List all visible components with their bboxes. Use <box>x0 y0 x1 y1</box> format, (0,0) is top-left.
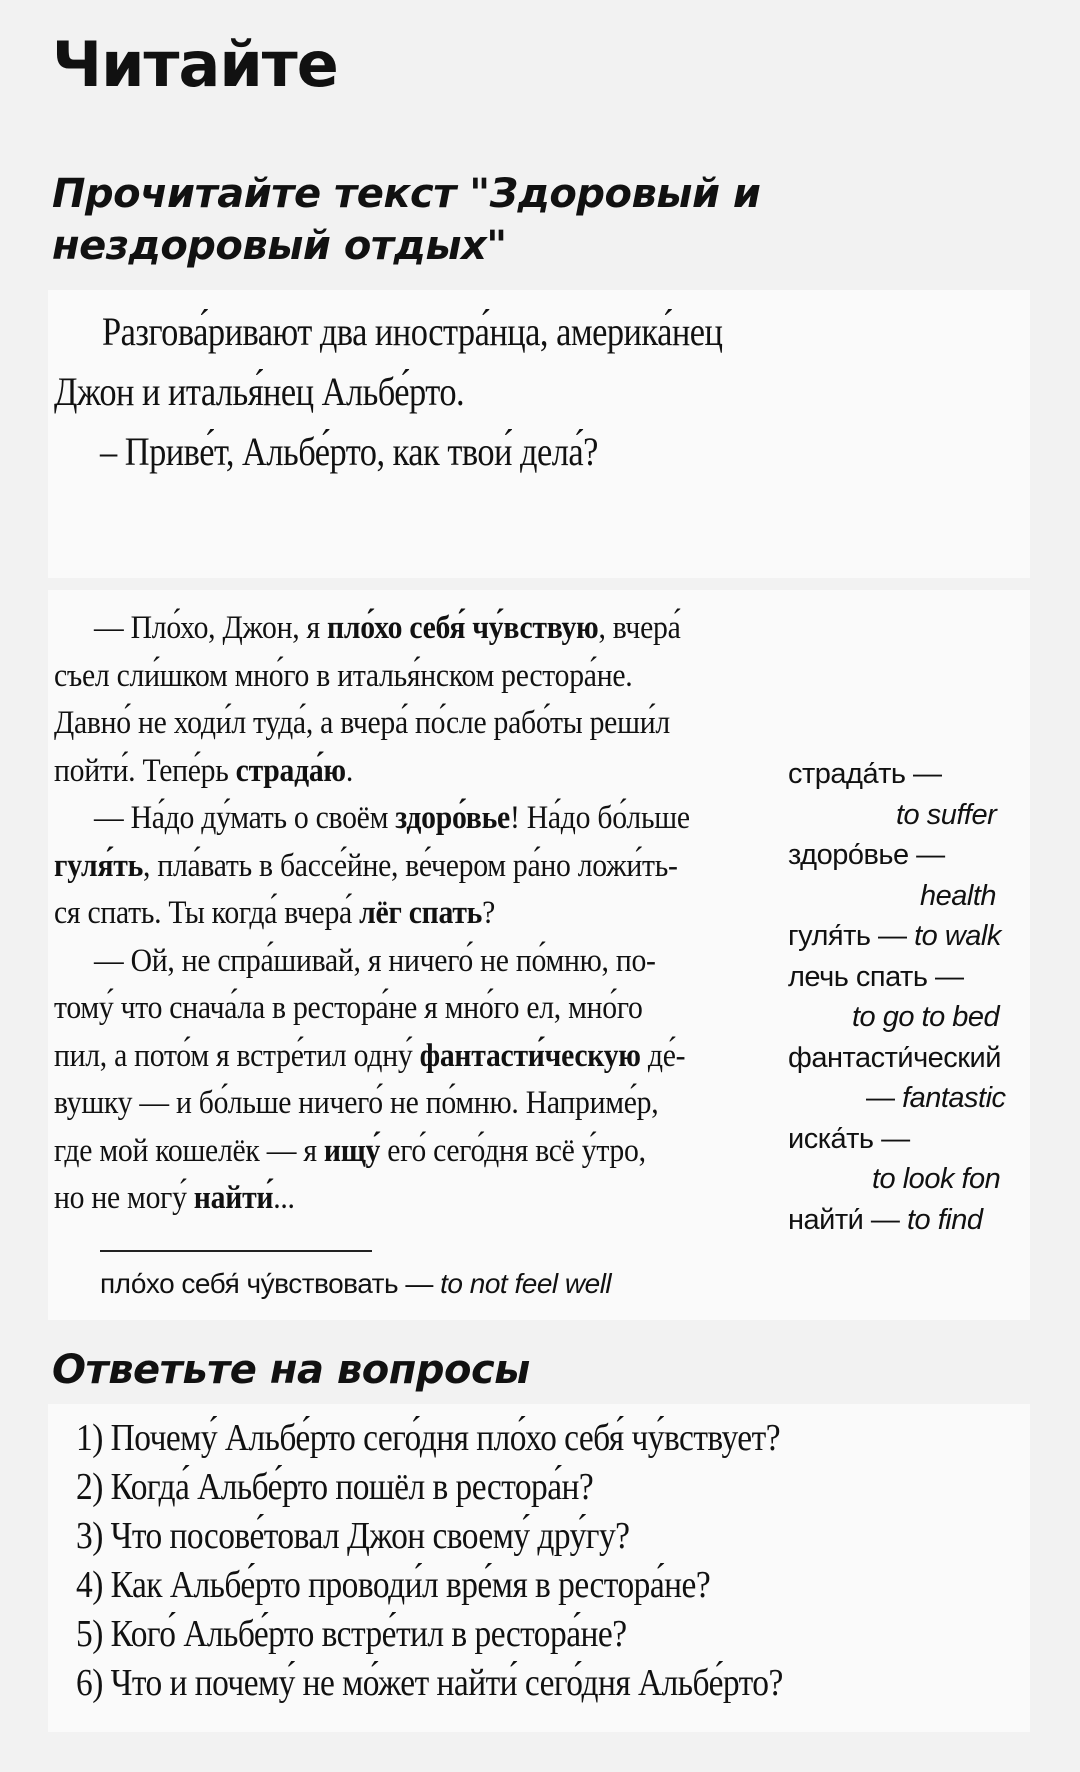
questions-heading: Ответьте на вопросы <box>52 1347 530 1393</box>
glossary-term: иска́ть — <box>788 1122 910 1155</box>
page-title: Читайте <box>52 28 338 101</box>
glossary-term: найти́ — <box>788 1203 907 1236</box>
story-text: Давно́ не ходи́л туда́, а вчера́ по́сле рабо́ты реши́л <box>54 705 670 741</box>
story-text: де́- <box>640 1037 686 1074</box>
glossary-translation: to walk <box>914 920 1001 952</box>
story-text: — Пло́хо, Джон, я <box>94 610 328 646</box>
story-line <box>54 658 632 695</box>
glossary-entry <box>920 880 996 913</box>
glossary-translation: to look fon <box>872 1163 1001 1195</box>
story-text: — На́до ду́мать о своём <box>94 800 396 836</box>
story-text: ... <box>273 1180 295 1216</box>
read-heading: Прочитайте текст "Здоровый и нездоровый отдых" <box>52 171 761 269</box>
vocab-term: пло́хо себя́ чу́вствую <box>327 610 599 646</box>
glossary-entry <box>788 961 964 994</box>
intro-line: – Приве́т, Альбе́рто, как твои́ дела́? <box>100 429 598 474</box>
glossary-translation: to go to bed <box>852 1001 1000 1033</box>
question-item: 3) Что посове́товал Джон своему́ дру́гу? <box>76 1515 630 1557</box>
glossary-translation: health <box>920 879 997 912</box>
story-text: его́ сего́дня всё у́тро, <box>380 1132 646 1169</box>
story-line <box>94 610 681 647</box>
vocab-term: найти́ <box>193 1180 274 1216</box>
story-text: вушку — и бо́льше ничего́ не по́мню. Наприме́р, <box>54 1085 659 1121</box>
question-item: 1) Почему́ Альбе́рто сего́дня пло́хо себя́ чу́вствует? <box>76 1417 781 1459</box>
question-item: 6) Что и почему́ не мо́жет найти́ сего́дня Альбе́рто? <box>76 1662 783 1704</box>
story-text: но не могу́ <box>54 1180 194 1216</box>
glossary-translation: to suffer <box>896 798 997 831</box>
story-text: , пла́вать в бассе́йне, ве́чером ра́но ложи́ть- <box>143 847 678 884</box>
story-text: — Ой, не спра́шивай, я ничего́ не по́мню, по- <box>94 942 656 979</box>
story-line <box>54 990 643 1027</box>
footnote-term: пло́хо себя́ чу́вствовать — <box>100 1268 441 1299</box>
glossary-entry <box>866 1082 1006 1115</box>
story-text: , вчера́ <box>598 610 681 646</box>
glossary-entry <box>788 920 1001 953</box>
glossary-entry <box>896 799 996 832</box>
story-text: съел сли́шком мно́го в италья́нском рестора́не. <box>54 657 633 694</box>
footnote-translation: to not feel well <box>440 1268 612 1299</box>
story-line <box>54 1180 295 1217</box>
glossary-translation: to find <box>906 1203 983 1236</box>
glossary-term: страда́ть — <box>788 758 942 790</box>
glossary-term: фантасти́ческий <box>788 1041 1001 1074</box>
glossary-term: лечь спать — <box>788 960 964 993</box>
story-text: . <box>345 752 354 789</box>
glossary-entry <box>788 758 942 791</box>
vocab-term: фантасти́ческую <box>419 1037 641 1074</box>
story-card <box>48 590 1030 1320</box>
story-text: ? <box>482 895 496 931</box>
footnote-divider <box>100 1250 372 1252</box>
vocab-term: лёг спать <box>359 895 483 931</box>
vocab-term: страда́ю <box>235 752 346 789</box>
vocab-term: ищу́ <box>323 1132 381 1169</box>
story-line <box>54 1038 685 1075</box>
glossary-term: здоро́вье — <box>788 839 945 871</box>
intro-line: Разгова́ривают два иностра́нца, америка́нец <box>102 309 723 354</box>
glossary-term: — <box>866 1082 903 1114</box>
story-line <box>54 895 495 932</box>
story-text: тому́ что снача́ла в рестора́не я мно́го ел, мно́го <box>54 990 643 1026</box>
glossary-entry <box>788 1204 982 1237</box>
story-text: пойти́. Тепе́рь <box>54 752 236 789</box>
glossary-entry <box>788 839 945 872</box>
glossary-entry <box>788 1042 1001 1075</box>
glossary-term: гуля́ть — <box>788 920 915 952</box>
glossary-translation: fantastic <box>902 1082 1006 1114</box>
story-line <box>54 1133 646 1170</box>
story-line <box>54 1085 658 1122</box>
intro-line: Джон и италья́нец Альбе́рто. <box>54 369 465 414</box>
glossary-entry <box>872 1163 1000 1196</box>
glossary-entry <box>788 1123 910 1156</box>
story-text: ся спать. Ты когда́ вчера́ <box>54 895 360 931</box>
story-line <box>54 848 678 885</box>
story-text: где мой кошелёк — я <box>54 1132 324 1169</box>
story-text: ! На́до бо́льше <box>509 800 690 836</box>
question-item: 2) Когда́ Альбе́рто пошёл в рестора́н? <box>76 1466 594 1508</box>
intro-card <box>48 290 1030 578</box>
story-text: пил, а пото́м я встре́тил одну́ <box>54 1037 420 1074</box>
questions-card <box>48 1404 1030 1732</box>
story-line <box>54 705 670 742</box>
story-line <box>94 943 656 980</box>
question-item: 5) Кого́ Альбе́рто встре́тил в рестора́не? <box>76 1613 627 1655</box>
story-line <box>94 800 690 837</box>
vocab-term: здоро́вье <box>395 800 510 836</box>
glossary-entry <box>852 1001 999 1034</box>
vocab-term: гуля́ть <box>54 847 144 884</box>
footnote <box>100 1268 611 1300</box>
question-item: 4) Как Альбе́рто проводи́л вре́мя в рестора́не? <box>76 1564 711 1606</box>
story-line <box>54 753 353 790</box>
